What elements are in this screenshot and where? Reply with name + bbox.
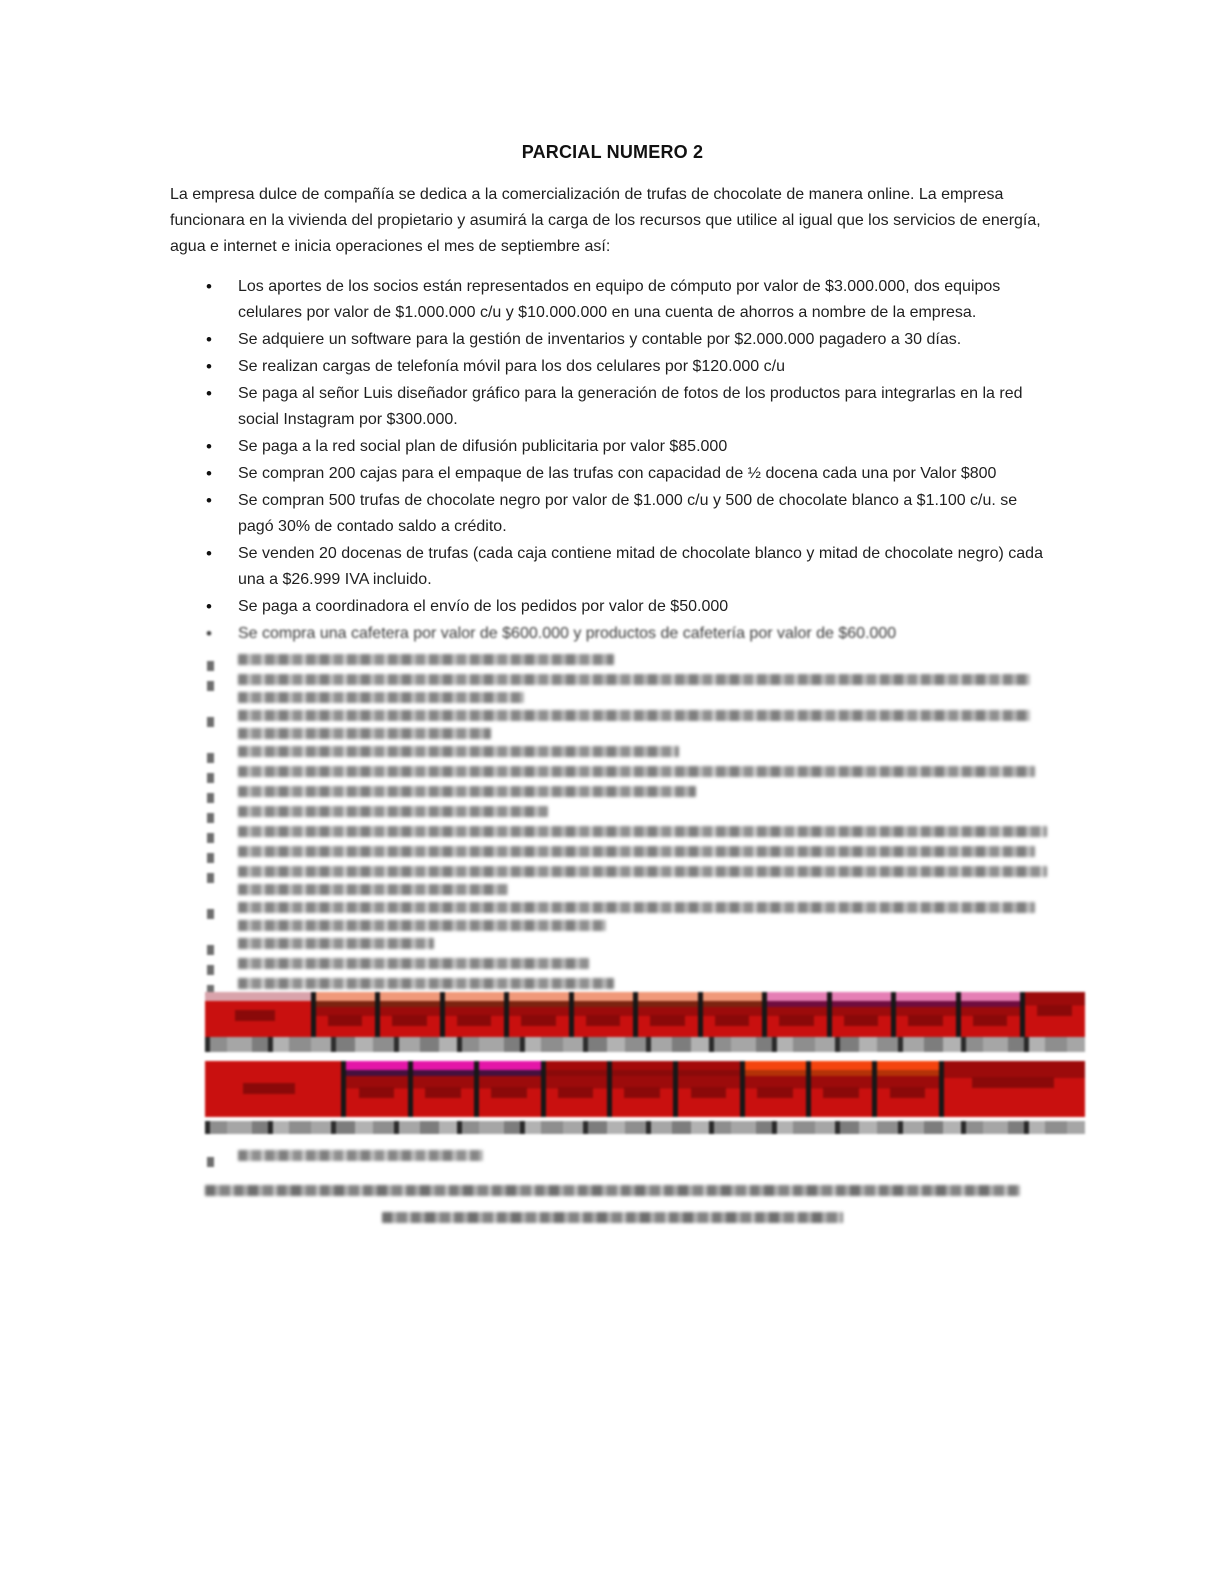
blurred-text-bar (238, 786, 696, 797)
transaction-item-blurred (170, 978, 1055, 991)
document-content (0, 142, 1224, 1223)
transaction-item-blurred (170, 746, 1055, 759)
transaction-item-blurred (170, 766, 1055, 779)
transaction-item-blurred (170, 866, 1055, 895)
transaction-item: • Se paga a coordinadora el envío de los pedidos por valor de $50.000 (170, 594, 1055, 620)
table-column (408, 1061, 474, 1117)
transaction-item: • Se venden 20 docenas de trufas (cada caja contiene mitad de chocolate blanco y mitad de chocolate negro) cada una a $26.999 IVA incluido. (170, 541, 1055, 593)
table-column (740, 1061, 806, 1117)
table-column (939, 1061, 1085, 1117)
blurred-text-bar (238, 728, 491, 739)
table-column (341, 1061, 407, 1117)
closing-note-blurred (170, 1185, 1055, 1223)
ledger-table-1-band (205, 992, 1085, 1037)
blurred-closing-line (205, 1185, 1019, 1196)
table-footer-row (205, 1121, 1085, 1134)
table-column (891, 992, 956, 1037)
transaction-item-blurred (170, 806, 1055, 819)
blurred-text-bar (238, 654, 614, 665)
intro-paragraph: La empresa dulce de compañía se dedica a la comercialización de trufas de chocolate de manera online. La empresa funcionara en la vivienda del propietario y asumirá la carga de los recursos que utilice al igual que los servicios de energía, agua e internet e inicia operaciones el mes de septiembre así: (170, 186, 1041, 255)
transaction-item-blurred (170, 938, 1055, 951)
ledger-table-image-1 (205, 992, 1085, 1052)
transaction-item: • Se adquiere un software para la gestión de inventarios y contable por $2.000.000 pagadero a 30 días. (170, 327, 1055, 353)
transaction-item: • Se realizan cargas de telefonía móvil para los dos celulares por $120.000 c/u (170, 354, 1055, 380)
blurred-closing-line (382, 1212, 842, 1223)
table-left-cell (205, 1061, 341, 1117)
blurred-text-bar (238, 902, 1035, 913)
blurred-text-bar (238, 674, 1030, 685)
table-column (673, 1061, 739, 1117)
table-column (569, 992, 634, 1037)
page-title: PARCIAL NUMERO 2 (521, 142, 704, 162)
blurred-text-bar (238, 826, 1047, 837)
transaction-item-blurred (170, 654, 1055, 667)
transaction-item-blurred (170, 826, 1055, 839)
transaction-item: • Se compran 500 trufas de chocolate negro por valor de $1.000 c/u y 500 de chocolate blanco a $1.100 c/u. se pagó 30% de contado saldo a crédito. (170, 488, 1055, 540)
table-column (1020, 992, 1085, 1037)
transaction-item-blurred (170, 902, 1055, 931)
table-column (633, 992, 698, 1037)
table-column (311, 992, 376, 1037)
table-column (474, 1061, 540, 1117)
blurred-text-bar (238, 746, 679, 757)
blurred-text-bar (238, 692, 524, 703)
table-column (607, 1061, 673, 1117)
transaction-item: • Se paga a la red social plan de difusión publicitaria por valor $85.000 (170, 434, 1055, 460)
transaction-item-blurred (170, 786, 1055, 799)
transaction-item: • Se compran 200 cajas para el empaque de las trufas con capacidad de ½ docena cada una por Valor $800 (170, 461, 1055, 487)
transaction-item-blurred (170, 1150, 1055, 1163)
blurred-text-bar (238, 710, 1030, 721)
blurred-text-bar (238, 938, 434, 949)
table-column (762, 992, 827, 1037)
blurred-text-bar (238, 1150, 483, 1161)
transaction-item: • Los aportes de los socios están representados en equipo de cómputo por valor de $3.000.000, dos equipos celulares por valor de $1.000.000 c/u y $10.000.000 en una cuenta de ahorros a nombre de la empresa. (170, 274, 1055, 326)
transactions-list (170, 274, 1055, 991)
transaction-item-blurred (170, 674, 1055, 703)
blurred-text-bar (238, 978, 614, 989)
table-column (440, 992, 505, 1037)
blurred-text-bar (238, 806, 548, 817)
blurred-text-bar (238, 766, 1035, 777)
transaction-item-semi-blurred: • Se compra una cafetera por valor de $600.000 y productos de cafetería por valor de $60.000 (170, 621, 1055, 647)
blurred-text-bar (238, 846, 1035, 857)
table-column (698, 992, 763, 1037)
transaction-item-blurred (170, 846, 1055, 859)
table-column (806, 1061, 872, 1117)
table-gap (170, 1052, 1055, 1061)
transaction-item: • Se paga al señor Luis diseñador gráfico para la generación de fotos de los productos para integrarlas en la red social Instagram por $300.000. (170, 381, 1055, 433)
table-footer-row (205, 1037, 1085, 1052)
ledger-table-2-band (205, 1061, 1085, 1117)
table-column (375, 992, 440, 1037)
table-column (504, 992, 569, 1037)
blurred-text-bar (238, 920, 606, 931)
transaction-item-blurred (170, 710, 1055, 739)
table-column (872, 1061, 938, 1117)
table-column (956, 992, 1021, 1037)
post-table-list (170, 1150, 1055, 1163)
transaction-item-blurred (170, 958, 1055, 971)
table-column (827, 992, 892, 1037)
ledger-table-image-2 (205, 1061, 1085, 1134)
table-left-cell (205, 992, 311, 1037)
table-column (541, 1061, 607, 1117)
blurred-text-bar (238, 866, 1047, 877)
blurred-text-bar (238, 884, 508, 895)
blurred-text-bar (238, 958, 589, 969)
